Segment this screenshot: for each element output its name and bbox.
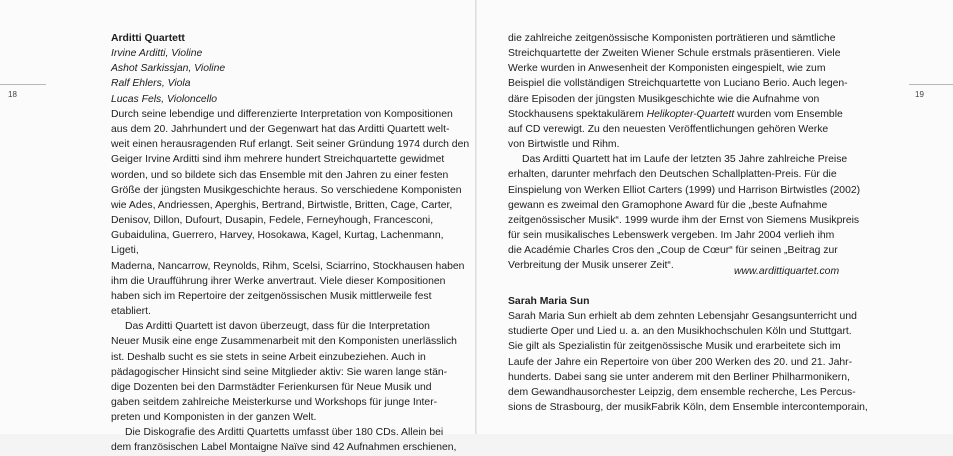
section-heading: Sarah Maria Sun: [508, 296, 590, 307]
text-line: dige Dozenten bei den Darmstädter Ferienkursen für Neue Musik und: [111, 381, 432, 393]
paragraph: [111, 425, 471, 455]
text-line: wie Ades, Andriessen, Aperghis, Bertrand, Birtwistle, Britten, Cage, Carter,: [111, 199, 453, 211]
text-line: ihm die Uraufführung ihrer Werke anvertraut. Viele dieser Kompositionen: [111, 275, 446, 287]
text-line: gewann es zweimal den Gramophone Award für die „beste Aufnahme: [508, 199, 828, 211]
text-line: Stockhausens spektakulärem Helikopter-Quartett wurden vom Ensemble: [508, 108, 843, 120]
member-line: Ashot Sarkissjan, Violine: [111, 63, 226, 75]
paragraph: [111, 107, 471, 319]
text-line: dem Gewandhausorchester Leipzig, dem ensemble recherche, Les Percus-: [508, 386, 856, 398]
biography-text-continued: [508, 31, 868, 274]
text-line: Werke wurden in Anwesenheit der Komponisten eingespielt, wie zum: [508, 63, 826, 75]
text-line: gaben seitdem zahlreiche Meisterkurse und Workshops für junge Inter-: [111, 396, 438, 408]
text-line: Sarah Maria Sun erhielt ab dem zehnten Lebensjahr Gesangsunterricht und: [508, 311, 857, 323]
text-line: die Académie Charles Cros den „Coup de Cœur“ für seinen „Beitrag zur: [508, 245, 838, 257]
text-line: Verbreitung der Musik unserer Zeit“.: [508, 260, 674, 272]
bio-sarah-maria-sun: [508, 294, 868, 415]
paragraph: [508, 31, 868, 152]
biography-text: [111, 107, 471, 456]
section-text: [508, 309, 868, 415]
text-line: Maderna, Nancarrow, Reynolds, Rihm, Scelsi, Sciarrino, Stockhausen haben: [111, 260, 465, 272]
text-line: Geiger Irvine Arditti sind ihm mehrere hundert Streichquartette gewidmet: [111, 154, 445, 166]
member-line: Irvine Arditti, Violine: [111, 48, 203, 60]
text-line: Streichquartette der Zweiten Wiener Schule erstmals präsentieren. Viele: [508, 48, 841, 60]
member-list: [111, 46, 225, 107]
text-line: Durch seine lebendige und differenzierte Interpretation von Kompositionen: [111, 109, 453, 120]
left-margin-rule: [0, 84, 46, 85]
text-line: haben sich im Repertoire der zeitgenössischen Musik mittlerweile fest etabliert.: [111, 290, 432, 318]
text-line: ist. Deshalb sucht es sie stets in seine Arbeit einzubeziehen. Auch in: [111, 351, 426, 363]
website-link[interactable]: www.ardittiquartet.com: [734, 266, 840, 277]
text-line: Denisov, Dillon, Dufourt, Dusapin, Fedele, Ferneyhough, Francesconi,: [111, 215, 434, 227]
text-line: auf CD verewigt. Zu den neuesten Veröffentlichungen gehören Werke: [508, 123, 829, 135]
ensemble-name: Arditti Quartett: [111, 33, 185, 44]
text-line: die zahlreiche zeitgenössische Komponisten porträtieren und sämtliche: [508, 33, 836, 44]
text-line: Einspielung von Werken Elliot Carters (1999) und Harrison Birtwistles (2002): [508, 184, 861, 196]
text-line: erhalten, darunter mehrfach den Deutschen Schallplatten-Preis. Für die: [508, 169, 837, 181]
text-line: preten und Komponisten in der ganzen Welt.: [111, 412, 317, 424]
text-line: Sie gilt als Spezialistin für zeitgenössische Musik und erarbeitete sich im: [508, 341, 841, 353]
page-number: 18: [8, 90, 17, 99]
text-line: hunderts. Dabei sang sie unter anderem mit den Berliner Philharmonikern,: [508, 371, 850, 383]
member-line: Lucas Fels, Violoncello: [111, 93, 218, 105]
text-line: dem französischen Label Montaigne Naïve sind 42 Aufnahmen erschienen,: [111, 442, 457, 454]
text-line: studierte Oper und Lied u. a. an den Musikhochschulen Köln und Stuttgart.: [508, 326, 852, 338]
text-line: pädagogischer Hinsicht sind seine Mitglieder aktiv: Sie waren lange stän-: [111, 366, 448, 378]
paragraph: [508, 152, 868, 273]
ensemble-block: [111, 31, 225, 107]
text-line: däre Episoden der jüngsten Musikgeschichte wie die Aufnahme von: [508, 93, 820, 105]
text-line: Das Arditti Quartett hat im Laufe der letzten 35 Jahre zahlreiche Preise: [522, 154, 848, 166]
text-line: Neuer Musik eine enge Zusammenarbeit mit den Komponisten unerlässlich: [111, 336, 457, 348]
text-line: aus dem 20. Jahrhundert und der Gegenwart hat das Arditti Quartett welt-: [111, 124, 450, 136]
text-line: Das Arditti Quartett ist davon überzeugt, dass für die Interpretation: [125, 321, 430, 333]
text-line: Die Diskografie des Arditti Quartetts umfasst über 180 CDs. Allein bei: [125, 427, 444, 439]
text-line: worden, und so bildete sich das Ensemble mit den Jahren zu einer festen: [111, 169, 449, 181]
text-line: Gubaidulina, Guerrero, Harvey, Hosokawa, Kagel, Kurtag, Lachenmann, Ligeti,: [111, 230, 444, 257]
text-line: Größe der jüngsten Musikgeschichte heraus. So verschiedene Komponisten: [111, 184, 462, 196]
text-line: für sein musikalisches Lebenswerk vergeben. Im Jahr 2004 verlieh ihm: [508, 230, 835, 242]
text-line: Beispiel die vollständigen Streichquartette von Luciano Berio. Auch legen-: [508, 78, 848, 90]
text-line: sions de Strasbourg, der musikFabrik Köln, dem Ensemble intercontemporain,: [508, 402, 868, 414]
right-page: [477, 0, 953, 434]
right-margin-rule: [909, 84, 953, 85]
left-page: [0, 0, 476, 454]
text-line: von Birtwistle und Rihm.: [508, 139, 620, 151]
text-line: zeitgenössischer Musik“. 1999 wurde ihm der Ernst von Siemens Musikpreis: [508, 214, 860, 226]
paragraph: [111, 319, 471, 425]
text-line: Laufe der Jahre ein Repertoire von über 200 Werken des 20. und 21. Jahr-: [508, 356, 853, 368]
text-line: weit einen herausragenden Ruf erlangt. Seit seiner Gründung 1974 durch den: [111, 139, 470, 151]
page-number: 19: [915, 90, 924, 99]
member-line: Ralf Ehlers, Viola: [111, 78, 191, 90]
